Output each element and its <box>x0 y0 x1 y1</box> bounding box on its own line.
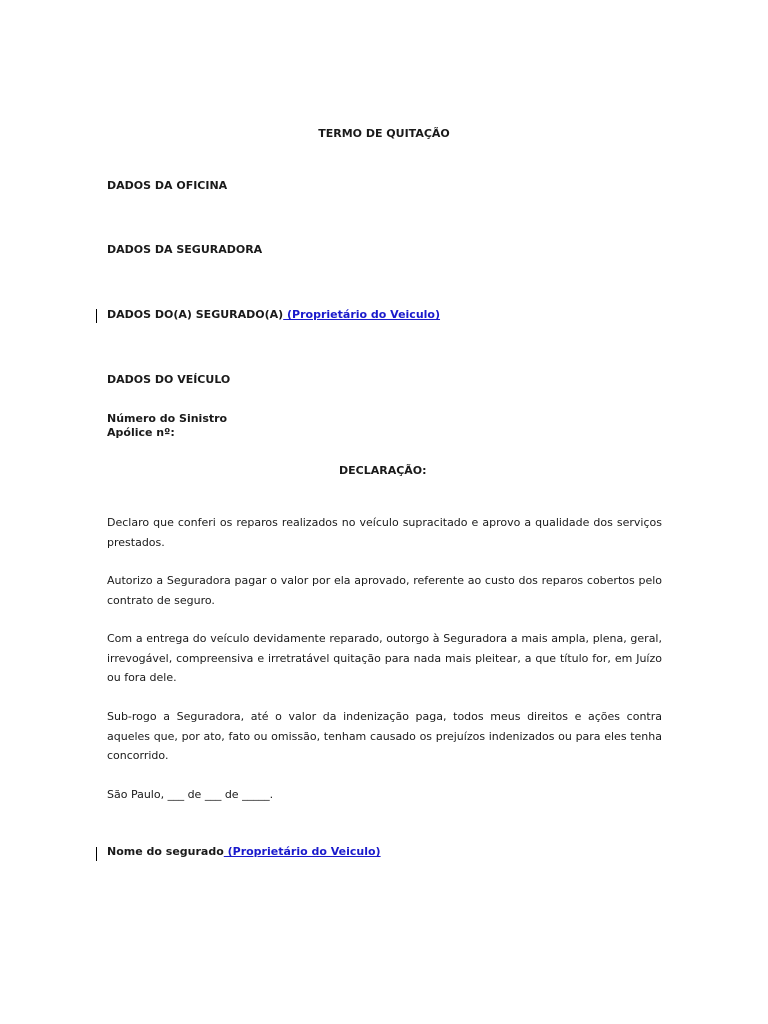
document-title: TERMO DE QUITAÇÃO <box>318 127 450 140</box>
proprietario-link[interactable]: (Proprietário do Veiculo) <box>283 308 441 321</box>
signature-line <box>107 845 662 859</box>
paragraph-2: Autorizo a Seguradora pagar o valor por ela aprovado, referente ao custo dos reparos cobertos pelo contrato de seguro. <box>107 574 662 607</box>
revision-bar <box>96 847 97 861</box>
numero-sinistro-label: Número do Sinistro <box>107 412 228 425</box>
section-segurado <box>107 308 662 322</box>
paragraph-1: Declaro que conferi os reparos realizados no veículo supracitado e aprovo a qualidade dos serviços prestados. <box>107 516 662 549</box>
signature-proprietario-link[interactable]: (Proprietário do Veiculo) <box>223 845 381 858</box>
revision-bar <box>96 309 97 323</box>
section-oficina: DADOS DA OFICINA <box>107 179 228 192</box>
paragraph-3: Com a entrega do veículo devidamente reparado, outorgo à Seguradora a mais ampla, plena, geral, irrevogável, compreensiva e irretratável quitação para nada mais pleitear, a que título for, em Juízo ou fora dele. <box>107 632 662 684</box>
declaracao-heading: DECLARAÇÃO: <box>339 464 427 477</box>
apolice-label: Apólice nº: <box>107 426 175 439</box>
signature-label: Nome do segurado <box>107 845 224 858</box>
section-veiculo: DADOS DO VEÍCULO <box>107 373 231 386</box>
paragraph-4: Sub-rogo a Seguradora, até o valor da indenização paga, todos meus direitos e ações contra aqueles que, por ato, fato ou omissão, tenham causado os prejuízos indenizados ou para eles tenha concorrido. <box>107 710 662 762</box>
section-seguradora: DADOS DA SEGURADORA <box>107 243 263 256</box>
section-segurado-label: DADOS DO(A) SEGURADO(A) <box>107 308 284 321</box>
date-line: São Paulo, ___ de ___ de _____. <box>107 788 274 801</box>
